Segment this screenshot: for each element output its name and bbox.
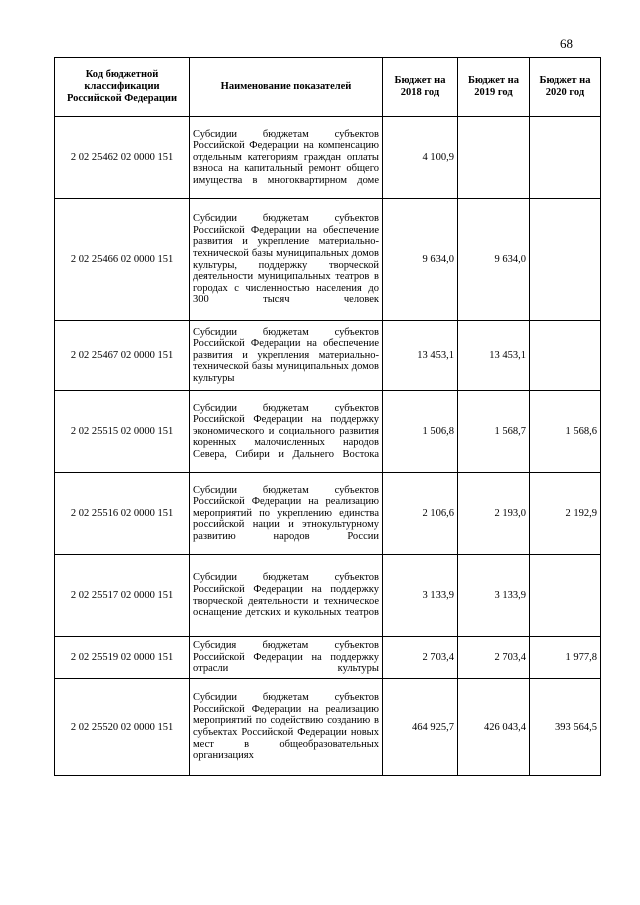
row-name: Субсидии бюджетам субъектов Российской Федерации на поддержку экономического и социального развития коренных малочисленных народов Севера, Сибири и Дальнего Востока [190, 391, 383, 473]
row-budget-2019: 1 568,7 [458, 391, 530, 473]
row-name: Субсидии бюджетам субъектов Российской Федерации на обеспечение развития и укрепление материально-технической базы муниципальных домов культуры, поддержку творческой деятельности муниципальных театров в городах с численностью населения до 300 тысяч человек [190, 199, 383, 321]
row-budget-2020: 393 564,5 [530, 679, 601, 776]
row-budget-2020 [530, 199, 601, 321]
row-code: 2 02 25519 02 0000 151 [55, 637, 190, 679]
table-row [55, 391, 601, 473]
row-budget-2020 [530, 117, 601, 199]
row-budget-2018: 2 703,4 [383, 637, 458, 679]
row-budget-2018: 3 133,9 [383, 555, 458, 637]
row-code: 2 02 25462 02 0000 151 [55, 117, 190, 199]
row-code: 2 02 25515 02 0000 151 [55, 391, 190, 473]
row-budget-2019: 2 703,4 [458, 637, 530, 679]
row-budget-2020: 1 977,8 [530, 637, 601, 679]
header-row [55, 58, 601, 117]
row-code: 2 02 25516 02 0000 151 [55, 473, 190, 555]
row-code: 2 02 25467 02 0000 151 [55, 321, 190, 391]
header-name: Наименование показателей [190, 58, 383, 117]
header-budget-2020: Бюджет на 2020 год [530, 58, 601, 117]
row-budget-2019: 13 453,1 [458, 321, 530, 391]
row-budget-2019 [458, 117, 530, 199]
table-body [55, 117, 601, 776]
header-budget-2018: Бюджет на 2018 год [383, 58, 458, 117]
row-code: 2 02 25520 02 0000 151 [55, 679, 190, 776]
row-budget-2020: 1 568,6 [530, 391, 601, 473]
row-budget-2018: 2 106,6 [383, 473, 458, 555]
row-budget-2019: 426 043,4 [458, 679, 530, 776]
table-row [55, 679, 601, 776]
row-budget-2018: 13 453,1 [383, 321, 458, 391]
table-row [55, 321, 601, 391]
row-budget-2019: 2 193,0 [458, 473, 530, 555]
table-row [55, 117, 601, 199]
row-budget-2018: 4 100,9 [383, 117, 458, 199]
table-row [55, 199, 601, 321]
row-budget-2018: 9 634,0 [383, 199, 458, 321]
row-code: 2 02 25517 02 0000 151 [55, 555, 190, 637]
header-budget-2019: Бюджет на 2019 год [458, 58, 530, 117]
budget-table [54, 57, 601, 776]
page-number: 68 [560, 36, 573, 51]
row-budget-2019: 9 634,0 [458, 199, 530, 321]
row-name: Субсидии бюджетам субъектов Российской Федерации на компенсацию отдельным категориям граждан оплаты взноса на капитальный ремонт общего имущества в многоквартирном доме [190, 117, 383, 199]
table-row [55, 555, 601, 637]
table-row [55, 637, 601, 679]
row-name: Субсидии бюджетам субъектов Российской Федерации на реализацию мероприятий по содействию созданию в субъектах Российской Федерации новых мест в общеобразовательных организациях [190, 679, 383, 776]
row-name: Субсидии бюджетам субъектов Российской Федерации на обеспечение развития и укрепления материально-технической базы муниципальных домов культуры [190, 321, 383, 391]
row-budget-2018: 464 925,7 [383, 679, 458, 776]
row-budget-2020 [530, 555, 601, 637]
table-row [55, 473, 601, 555]
row-budget-2019: 3 133,9 [458, 555, 530, 637]
row-name: Субсидии бюджетам субъектов Российской Федерации на реализацию мероприятий по укреплению единства российской нации и этнокультурному развитию народов России [190, 473, 383, 555]
row-name: Субсидия бюджетам субъектов Российской Федерации на поддержку отрасли культуры [190, 637, 383, 679]
row-name: Субсидии бюджетам субъектов Российской Федерации на поддержку творческой деятельности и техническое оснащение детских и кукольных театров [190, 555, 383, 637]
row-budget-2018: 1 506,8 [383, 391, 458, 473]
table-header [55, 58, 601, 117]
row-budget-2020: 2 192,9 [530, 473, 601, 555]
row-code: 2 02 25466 02 0000 151 [55, 199, 190, 321]
header-code: Код бюджетной классификации Российской Федерации [55, 58, 190, 117]
row-budget-2020 [530, 321, 601, 391]
